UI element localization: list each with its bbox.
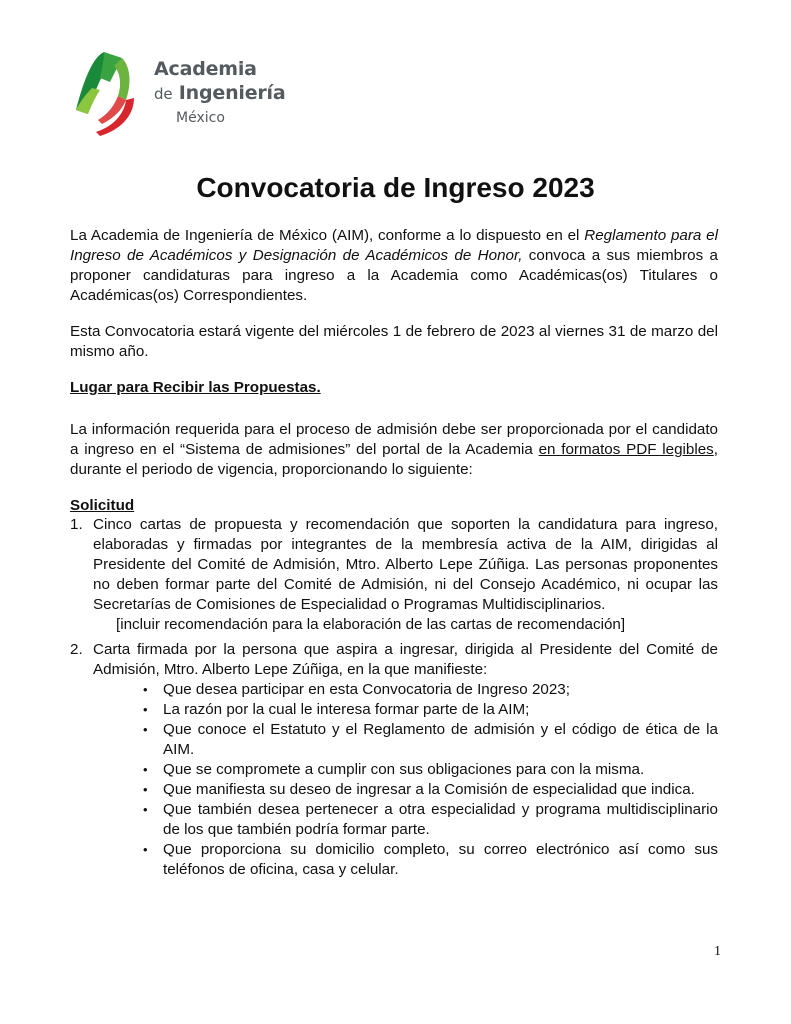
requirement-number: 1. (70, 516, 83, 533)
requirement-text: Carta firmada por la persona que aspira a ingresar, dirigida al Presidente del Comité de Admisión, Mtro. Alberto Lepe Zúñiga, en la que manifieste: (93, 641, 718, 678)
logo-word-de: de (154, 85, 173, 103)
bullet-glyph: • (143, 762, 148, 777)
academia-logo (74, 48, 284, 144)
logo-line-mexico: México (176, 110, 225, 126)
info-text-after: , durante el periodo de vigencia, proporcionando lo siguiente: (70, 441, 718, 478)
solicitud-heading: Solicitud (70, 497, 135, 514)
bullet-glyph: • (143, 802, 148, 817)
info-pdf-format-underlined: en formatos PDF legibles (538, 441, 714, 458)
requirement-2-bullets (93, 680, 718, 880)
validity-paragraph: Esta Convocatoria estará vigente del miércoles 1 de febrero de 2023 al viernes 31 de marzo del mismo año. (70, 323, 718, 360)
logo-line-ingenieria (154, 84, 286, 103)
bullet-text: Que conoce el Estatuto y el Reglamento de admisión y el código de ética de la AIM. (163, 721, 718, 758)
intro-paragraph (70, 226, 718, 306)
academia-logo-wordmark (154, 60, 286, 125)
intro-text-before: La Academia de Ingeniería de México (AIM), conforme a lo dispuesto en el (70, 227, 585, 244)
info-paragraph (70, 420, 718, 480)
bullet-item (93, 760, 718, 780)
place-heading: Lugar para Recibir las Propuestas. (70, 379, 321, 396)
academia-logo-mark-icon (74, 48, 140, 136)
bullet-item (93, 720, 718, 760)
bullet-item (93, 840, 718, 880)
page-number: 1 (714, 944, 721, 959)
requirements-list-part2 (70, 640, 718, 680)
requirement-note: [incluir recomendación para la elaboración de las cartas de recomendación] (116, 616, 626, 633)
requirement-number: 2. (70, 641, 83, 658)
logo-word-ingenieria: Ingeniería (178, 82, 286, 104)
bullet-text: Que manifiesta su deseo de ingresar a la Comisión de especialidad que indica. (163, 781, 695, 798)
requirement-text: Cinco cartas de propuesta y recomendación que soporten la candidatura para ingreso, elaboradas y firmadas por integrantes de la membresía activa de la AIM, dirigidas al Presidente del Comité de Admisión, Mtro. Alberto Lepe Zúñiga. Las personas proponentes no deben formar parte del Comité de Admisión, ni del Consejo Académico, ni ocupar las Secretarías de Comisiones de Especialidad o Programas Multidisciplinarios. (93, 516, 718, 613)
bullet-glyph: • (143, 842, 148, 857)
requirement-item-1 (70, 515, 718, 635)
bullet-glyph: • (143, 682, 148, 697)
bullet-item (93, 800, 718, 840)
document-title: Convocatoria de Ingreso 2023 (196, 172, 595, 203)
requirements-list-part1 (70, 515, 718, 635)
bullet-glyph: • (143, 702, 148, 717)
requirement-item-2 (70, 640, 718, 680)
bullet-text: La razón por la cual le interesa formar parte de la AIM; (163, 701, 530, 718)
bullet-item (93, 680, 718, 700)
intro-reglamento-reference: Reglamento para el Ingreso de Académicos y Designación de Académicos de Honor, (70, 227, 718, 264)
logo-line-academia: Academia (154, 58, 257, 80)
bullet-text: Que también desea pertenecer a otra especialidad y programa multidisciplinario de los que también podría formar parte. (163, 801, 718, 838)
intro-text-after: convoca a sus miembros a proponer candidaturas para ingreso a la Academia como Académicas(os) Titulares o Académicas(os) Correspondientes. (70, 247, 718, 304)
bullet-glyph: • (143, 782, 148, 797)
bullet-text: Que se compromete a cumplir con sus obligaciones para con la misma. (163, 761, 645, 778)
bullet-item (93, 700, 718, 720)
bullet-text: Que proporciona su domicilio completo, su correo electrónico así como sus teléfonos de oficina, casa y celular. (163, 841, 718, 878)
bullet-text: Que desea participar en esta Convocatoria de Ingreso 2023; (163, 681, 570, 698)
bullet-item (93, 780, 718, 800)
bullet-glyph: • (143, 722, 148, 737)
info-text-before: La información requerida para el proceso de admisión debe ser proporcionada por el candidato a ingreso en el “Sistema de admisiones” del portal de la Academia (70, 421, 718, 458)
